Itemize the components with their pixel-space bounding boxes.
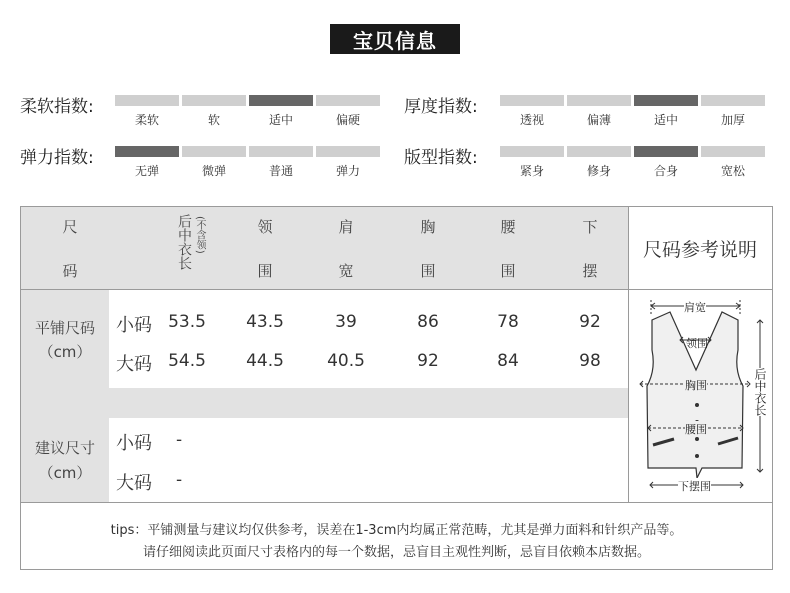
index-option-label: 适中 [268,113,293,127]
table-cell: 43.5 [246,312,284,332]
header-col-top: 肩 [338,218,354,236]
index-segment [316,95,380,106]
index-segment [182,95,246,106]
diagram-label-chest: 胸围 [685,379,707,392]
index-segment-selected [115,146,179,157]
suggest-size-unit: （cm） [38,464,92,482]
table-cell: 78 [497,312,519,332]
header-col-bottom: 围 [500,262,516,280]
index-segment [182,146,246,157]
suggest-row-value: - [176,430,183,450]
diagram-label-waist: 腰围 [685,423,707,436]
table-cell: 44.5 [246,351,284,371]
table-cell: 86 [417,312,439,332]
flat-size-unit: （cm） [38,343,92,361]
index-segment-selected [634,95,698,106]
header-col-top: 领 [257,218,273,236]
table-cell: 40.5 [327,351,365,371]
table-cell: 84 [497,351,519,371]
header-col-bottom: 宽 [338,262,354,280]
header-size-top: 尺 [62,218,78,236]
index-option-label: 合身 [653,164,678,178]
table-cell: 92 [417,351,439,371]
header-size-bottom: 码 [62,262,78,280]
suggest-row-value: - [176,470,183,490]
index-option-label: 普通 [268,164,293,178]
index-label: 版型指数: [404,148,478,168]
diagram-label-shoulder: 肩宽 [684,301,706,314]
page-title: 宝贝信息 [330,24,460,54]
index-segment [701,146,765,157]
index-segment-selected [634,146,698,157]
divider [21,289,628,290]
vest-diagram [630,290,772,501]
index-option-label: 修身 [586,164,611,178]
index-segment [115,95,179,106]
index-option-label: 适中 [653,113,678,127]
size-guide-title: 尺码参考说明 [643,239,758,261]
diagram-label-collar: 领围 [686,337,708,350]
header-back-length-note: (不含领) [194,216,205,254]
index-option-label: 软 [207,113,220,127]
header-col-top: 胸 [420,218,436,236]
table-cell: 92 [579,312,601,332]
header-col-top: 下 [582,218,598,236]
divider [21,502,772,503]
index-label: 弹力指数: [20,148,94,168]
index-option-label: 加厚 [720,113,745,127]
flat-row-size: 小码 [116,315,152,336]
index-option-label: 无弹 [134,164,159,178]
index-segment [500,95,564,106]
index-option-label: 弹力 [335,164,360,178]
index-option-label: 偏薄 [586,113,611,127]
index-segment [567,146,631,157]
index-option-label: 透视 [519,113,544,127]
header-col-bottom: 围 [257,262,273,280]
index-label: 厚度指数: [404,97,478,117]
table-cell: 54.5 [168,351,206,371]
header-col-bottom: 摆 [582,262,598,280]
suggest-row-size: 大码 [116,473,152,494]
header-col-bottom: 围 [420,262,436,280]
index-segment [701,95,765,106]
index-segment [249,146,313,157]
index-segment-selected [249,95,313,106]
divider [628,207,629,502]
tips-line-1: tips：平铺测量与建议均仅供参考，误差在1-3cm内均属正常范畴，尤其是弹力面料和针织产品等。 [110,523,683,538]
header-col-top: 腰 [500,218,516,236]
index-option-label: 紧身 [519,164,544,178]
index-option-label: 偏硬 [335,113,360,127]
index-segment [316,146,380,157]
index-option-label: 微弹 [201,164,226,178]
diagram-label-hem: 下摆围 [678,480,711,493]
index-label: 柔软指数: [20,97,94,117]
index-segment [500,146,564,157]
header-back-length-label: 后中衣长 [176,214,192,270]
suggest-row-size: 小码 [116,433,152,454]
tips-line-2: 请仔细阅读此页面尺寸表格内的每一个数据，忌盲目主观性判断，忌盲目依赖本店数据。 [142,545,650,560]
suggest-size-label: 建议尺寸 [34,439,95,457]
header-back-length [176,214,210,278]
table-cell: 98 [579,351,601,371]
diagram-label-back-length: 后中衣长 [753,368,767,416]
table-cell: 39 [335,312,357,332]
table-cell: 53.5 [168,312,206,332]
index-option-label: 宽松 [720,164,745,178]
flat-size-label: 平铺尺码 [34,319,95,337]
index-option-label: 柔软 [134,113,159,127]
index-segment [567,95,631,106]
flat-row-size: 大码 [116,354,152,375]
